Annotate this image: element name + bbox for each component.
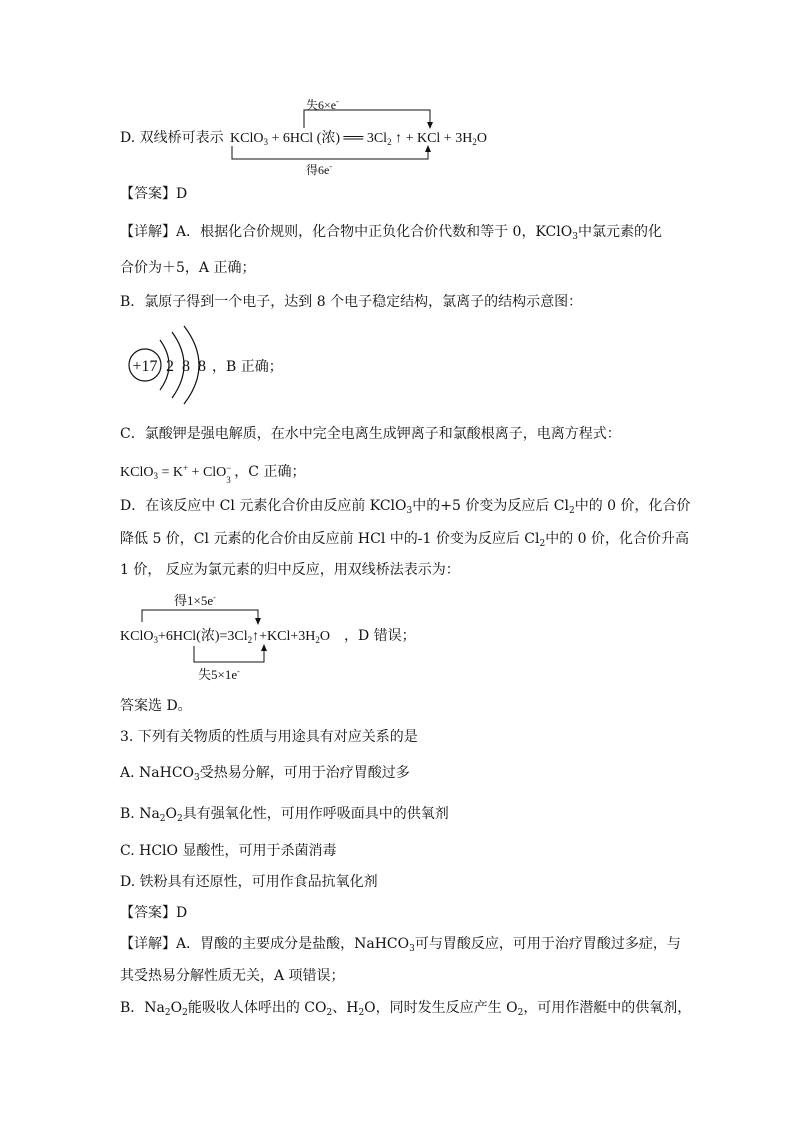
detail2-a-line1: 【详解】A．胃酸的主要成分是盐酸，NaHCO$_3$可与胃酸反应，可用于治疗胃酸过多症，与 <box>120 936 681 954</box>
answer-1: 【答案】D <box>120 186 188 202</box>
answer-2: 【答案】D <box>120 905 188 921</box>
shell-count-1: 2 <box>166 358 174 375</box>
top-bracket-line <box>142 610 258 624</box>
q3-option-d: D. 铁粉具有还原性，可用作食品抗氧化剂 <box>120 874 378 890</box>
detail1-c-line: C．氯酸钾是强电解质，在水中完全电离生成钾离子和氯酸根离子，电离方程式： <box>120 426 621 442</box>
conclusion-1: 答案选 D。 <box>120 698 192 714</box>
option-d-prefix: D. 双线桥可表示 <box>120 130 224 146</box>
bridge-equation-2: KClO$_3$+6HCl(浓)$=3Cl_2↑+KCl+3H_2O$ <box>120 629 331 645</box>
detail1-a-line2: 合价为＋5，A 正确； <box>120 260 256 276</box>
detail2-a-line2: 其受热易分解性质无关，A 项错误； <box>120 968 345 984</box>
bottom-arrow-head <box>425 145 431 152</box>
top-label: 失6×e- <box>306 98 339 112</box>
question-3-stem: 3. 下列有关物质的性质与用途具有对应关系的是 <box>120 729 418 745</box>
nucleus-charge: +17 <box>132 358 158 375</box>
detail1-d-tail: ，D 错误； <box>344 628 416 644</box>
detail1-b-line: B．氯原子得到一个电子，达到 8 个电子稳定结构，氯离子的结构示意图： <box>120 294 583 310</box>
bridge-diagram-1 <box>230 98 590 178</box>
bottom-bracket-line <box>232 146 428 159</box>
top-bracket-line <box>304 110 430 128</box>
top-arrow-head <box>255 618 261 625</box>
bridge-diagram-2 <box>120 588 380 683</box>
q3-option-b: B. $Na_2O_2$具有强氧化性，可用作呼吸面具中的供氧剂 <box>120 806 449 824</box>
q3-option-c: C. HClO 显酸性，可用于杀菌消毒 <box>120 843 337 859</box>
detail1-c-equation: KClO$_3$ = K+ + ClO − 3 ，C 正确； <box>120 463 306 485</box>
q3-option-a: A. NaHCO$_3$受热易分解，可用于治疗胃酸过多 <box>120 765 410 783</box>
detail1-d-line1: D．在该反应中 Cl 元素化合价由反应前 KClO$_3$中的+5 价变为反应后 $Cl_2$中的 0 价，化合价 <box>120 498 691 516</box>
detail2-b-line: B．$Na_2O_2$能吸收人体呼出的 $CO_2$、$H_2O$，同时发生反应产生 $O_2$，可用作潜艇中的供氧剂， <box>120 1000 692 1018</box>
detail1-d-line3: 1 价， 反应为氯元素的归中反应，用双线桥法表示为： <box>120 562 460 578</box>
detail1-d-line2: 降低 5 价，Cl 元素的化合价由反应前 HCl 中的-1 价变为反应后 $Cl_2$中的 0 价，化合价升高 <box>120 531 690 549</box>
shell-count-3: 8 <box>198 358 206 375</box>
bottom-bracket-line <box>194 646 264 662</box>
bottom-label: 得6e- <box>306 162 332 177</box>
detail1-a-line1: 【详解】A．根据化合价规则，化合物中正负化合价代数和等于 0，KClO$_3$中氯元素的化 <box>120 224 662 242</box>
bottom-label: 失5×1e- <box>198 667 240 682</box>
shell-count-2: 8 <box>182 358 190 375</box>
bridge-equation-1: KClO$_3$ + 6HCl (浓) ══ $3Cl_2$ ↑ + KCl + $3H_2O$ <box>230 131 487 147</box>
top-arrow-head <box>427 122 433 129</box>
bottom-arrow-head <box>261 644 267 651</box>
top-label: 得1×5e- <box>174 593 216 608</box>
detail1-b-tail: ，B 正确； <box>212 359 283 375</box>
